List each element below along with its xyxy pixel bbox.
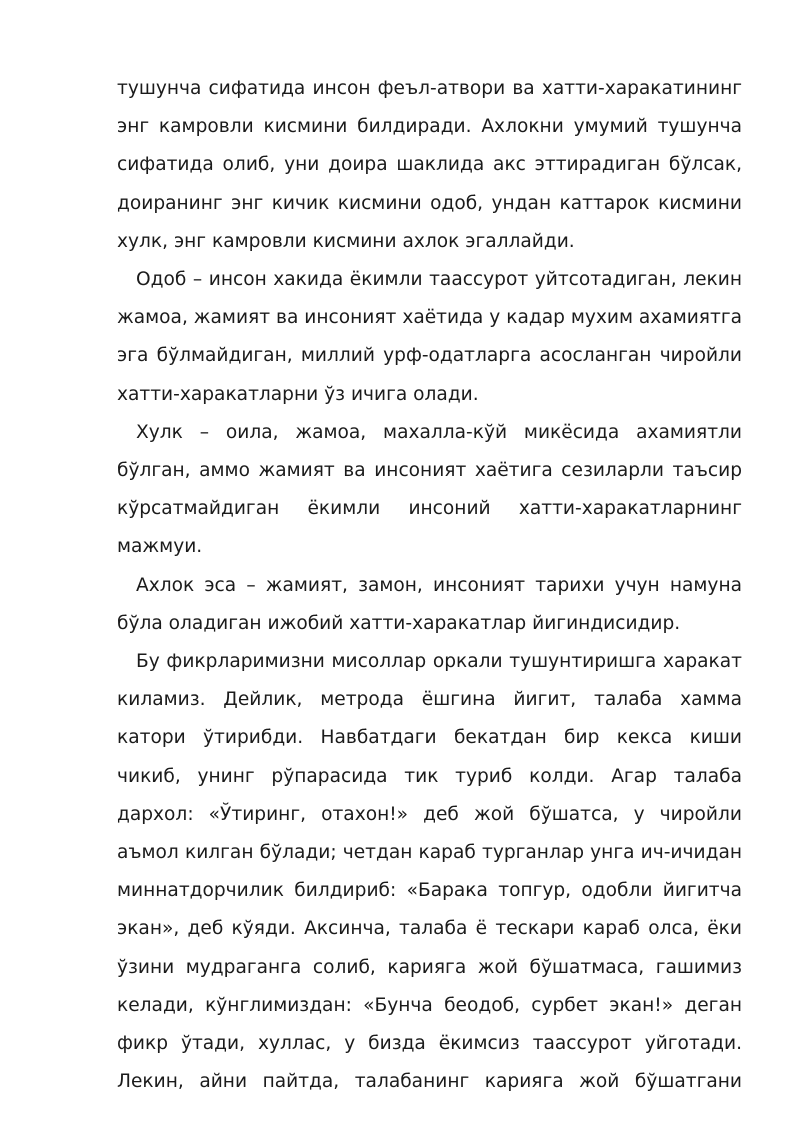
- paragraph-5: Бу фикрларимизни мисоллар оркали тушунтиришга харакат киламиз. Дейлик, метрода ёшгина йигит, талаба хамма катори ўтирибди. Навбатдаги бекатдан бир кекса киши чикиб, унинг рўпарасида тик туриб колди. Агар талаба дархол: «Ўтиринг, отахон!» деб жой бўшатса, у чиройли аъмол килган бўлади; четдан караб турганлар унга ич-ичидан миннатдорчилик билдириб: «Барака топгур, одобли йигитча экан», деб кўяди. Аксинча, талаба ё тескари караб олса, ёки ўзини мудраганга солиб, карияга жой бўшатмаса, гашимиз келади, кўнглимиздан: «Бунча беодоб, сурбет экан!» деган фикр ўтади, хуллас, у бизда ёкимсиз таассурот уйготади. Лекин, айни пайтда, талабанинг карияга жой бўшатгани: [117, 651, 742, 1093]
- paragraph-4: Ахлок эса – жамият, замон, инсоният тарихи учун намуна бўла оладиган ижобий хатти-харакатлар йигиндисидир.: [117, 574, 742, 634]
- document-body: [117, 70, 742, 1101]
- paragraph-2: Одоб – инсон хакида ёкимли таассурот уйтсотадиган, лекин жамоа, жамият ва инсоният хаётида у кадар мухим ахамиятга эга бўлмайдиган, миллий урф-одатларга асосланган чиройли хатти-харакатларни ўз ичига олади.: [117, 269, 742, 405]
- paragraph-3: Хулк – оила, жамоа, махалла-кўй микёсида ахамиятли бўлган, аммо жамият ва инсоният хаётига сезиларли таъсир кўрсатмайдиган ёкимли инсоний хатти-харакатларнинг мажмуи.: [117, 421, 742, 558]
- paragraph-1: тушунча сифатида инсон феъл-атвори ва хатти-харакатининг энг камровли кисмини билдиради. Ахлокни умумий тушунча сифатида олиб, уни доира шаклида акс эттирадиган бўлсак, доиранинг энг кичик кисмини одоб, ундан каттарок кисмини хулк, энг камровли кисмини ахлок эгаллайди.: [117, 78, 742, 252]
